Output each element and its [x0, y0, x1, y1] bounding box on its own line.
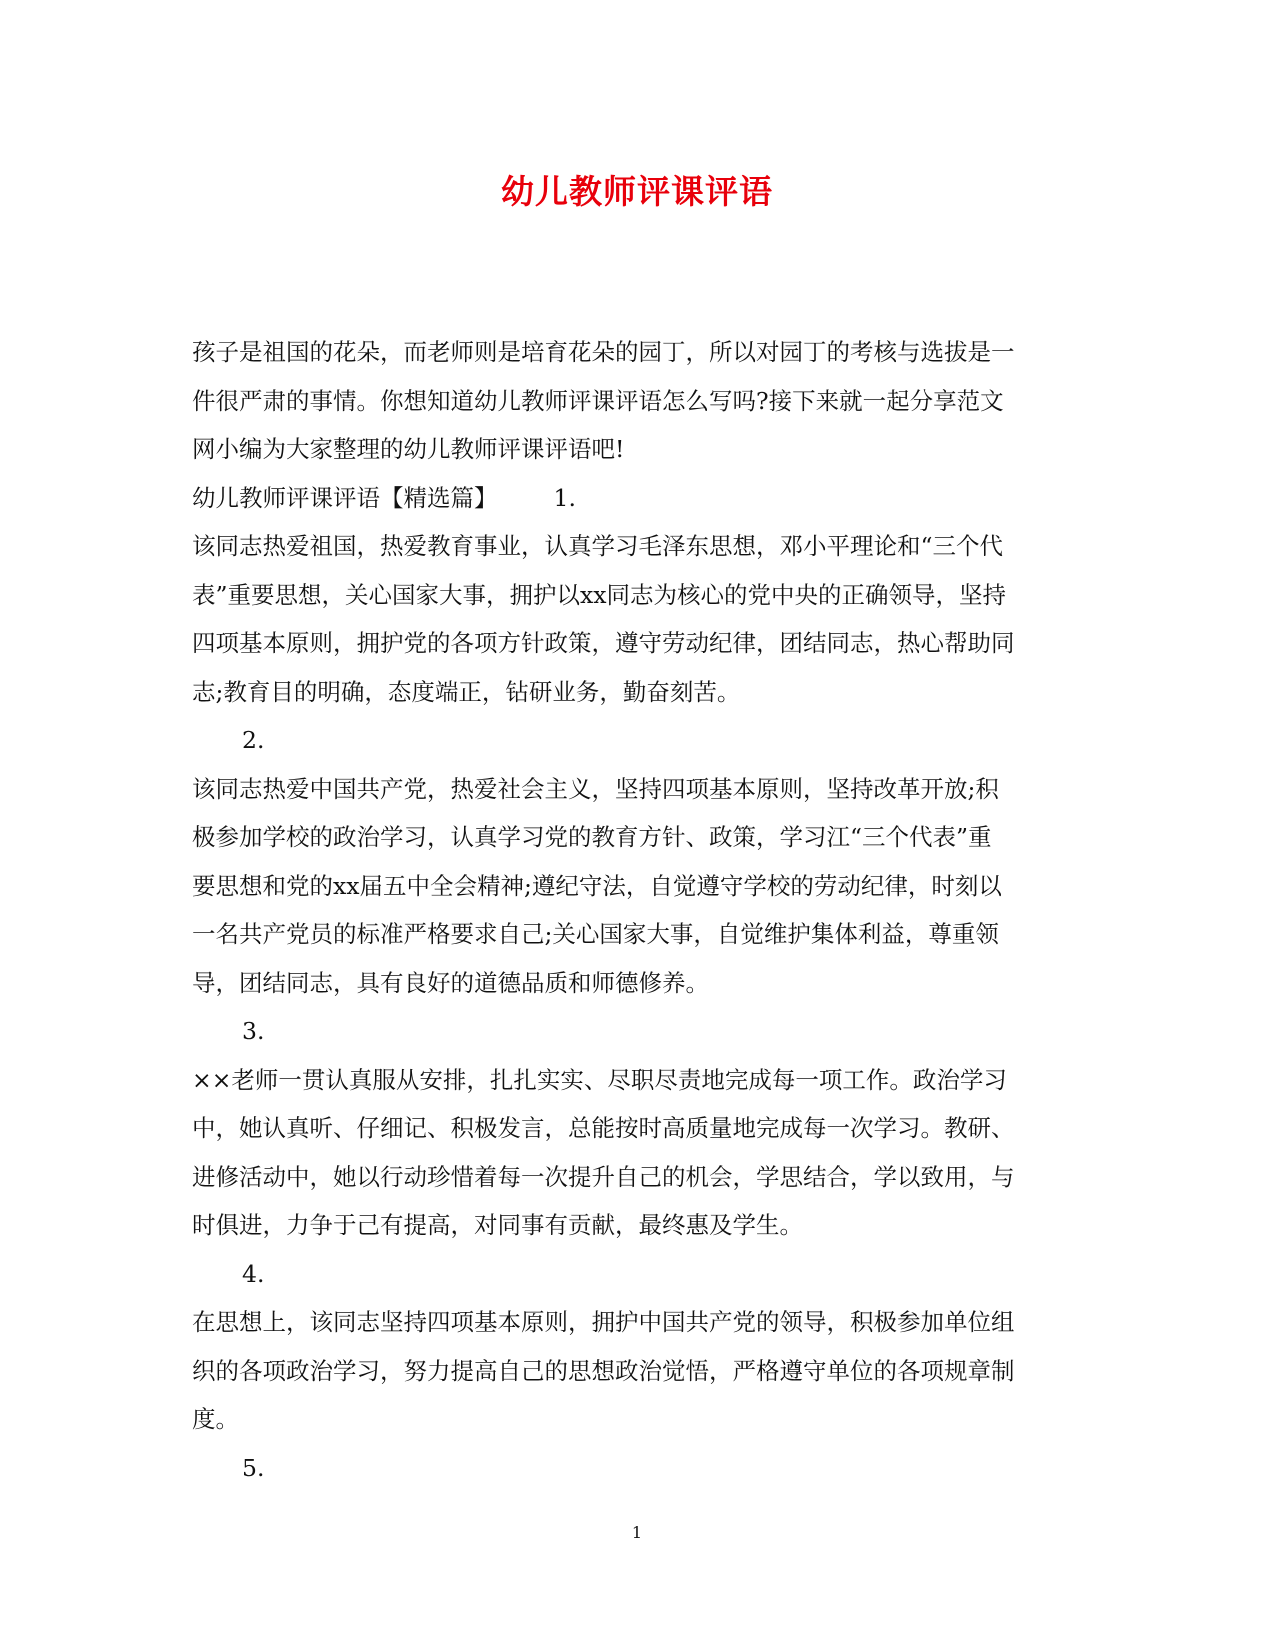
paragraph-line: 中，她认真听、仔细记、积极发言，总能按时高质量地完成每一次学习。教研、	[192, 1114, 1015, 1142]
paragraph-line: 志;教育目的明确，态度端正，钻研业务，勤奋刻苦。	[192, 677, 741, 706]
item-paragraph	[192, 1056, 1072, 1250]
paragraph-line: 四项基本原则，拥护党的各项方针政策，遵守劳动纪律，团结同志，热心帮助同	[192, 629, 1015, 657]
paragraph-line: 要思想和党的xx届五中全会精神;遵纪守法，自觉遵守学校的劳动纪律，时刻以	[192, 871, 1002, 900]
section-heading-row	[192, 474, 1072, 523]
intro-paragraph	[192, 328, 1072, 474]
item-number: 4.	[242, 1259, 265, 1288]
paragraph-line: 一名共产党员的标准严格要求自己;关心国家大事，自觉维护集体利益，尊重领	[192, 920, 999, 948]
intro-line: 网小编为大家整理的幼儿教师评课评语吧!	[192, 435, 625, 463]
paragraph-line: 度。	[192, 1405, 239, 1433]
paragraph-line: 导，团结同志，具有良好的道德品质和师德修养。	[192, 968, 709, 997]
item-paragraph	[192, 765, 1072, 1008]
paragraph-line: 织的各项政治学习，努力提高自己的思想政治觉悟，严格遵守单位的各项规章制	[192, 1356, 1015, 1385]
document-body	[192, 328, 1072, 1492]
document-title: 幼儿教师评课评语	[501, 172, 773, 211]
intro-line: 孩子是祖国的花朵，而老师则是培育花朵的园丁，所以对园丁的考核与选拔是一	[192, 338, 1015, 366]
item-number: 1.	[553, 483, 576, 512]
paragraph-line: 时俱进，力争于己有提高，对同事有贡献，最终惠及学生。	[192, 1211, 803, 1239]
item-number: 2.	[242, 726, 265, 754]
paragraph-line: 表”重要思想，关心国家大事，拥护以xx同志为核心的党中央的正确领导，坚持	[192, 580, 1007, 609]
intro-line: 件很严肃的事情。你想知道幼儿教师评课评语怎么写吗?接下来就一起分享范文	[192, 386, 1004, 415]
item-number: 5.	[242, 1453, 265, 1482]
item-paragraph	[192, 1298, 1072, 1444]
item-number: 3.	[242, 1017, 265, 1045]
paragraph-line: 极参加学校的政治学习，认真学习党的教育方针、政策，学习江“三个代表”重	[192, 823, 992, 851]
paragraph-line: 在思想上，该同志坚持四项基本原则，拥护中国共产党的领导，积极参加单位组	[192, 1308, 1015, 1336]
paragraph-line: 进修活动中，她以行动珍惜着每一次提升自己的机会，学思结合，学以致用，与	[192, 1162, 1015, 1191]
paragraph-line: ××老师一贯认真服从安排，扎扎实实、尽职尽责地完成每一项工作。政治学习	[192, 1065, 1007, 1094]
paragraph-line: 该同志热爱祖国，热爱教育事业，认真学习毛泽东思想，邓小平理论和“三个代	[192, 532, 1004, 560]
page-number: 1	[631, 1523, 643, 1542]
section-heading: 幼儿教师评课评语【精选篇】	[192, 483, 498, 512]
paragraph-line: 该同志热爱中国共产党，热爱社会主义，坚持四项基本原则，坚持改革开放;积	[192, 774, 999, 803]
item-paragraph	[192, 522, 1072, 716]
